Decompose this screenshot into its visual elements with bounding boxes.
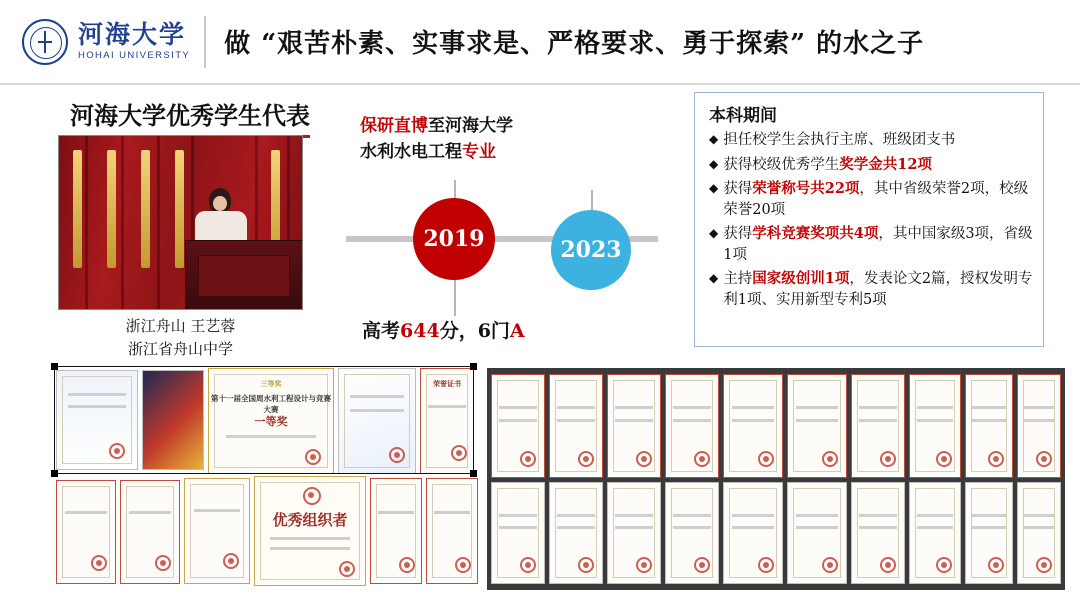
diamond-bullet-icon: ◆ xyxy=(709,226,719,241)
timeline-top-note xyxy=(360,114,660,165)
certificate-thumb[interactable] xyxy=(1017,374,1061,478)
certificate-thumb[interactable] xyxy=(370,478,422,584)
certificate-highlight-title: 优秀组织者 xyxy=(272,511,348,529)
certificates-dark-panel xyxy=(487,368,1065,590)
selected-image-frame[interactable] xyxy=(54,366,474,474)
certificate-thumb[interactable]: 荣誉证书 xyxy=(420,368,474,474)
note-highlight-2: 专业 xyxy=(462,141,496,162)
certificate-thumb[interactable] xyxy=(607,482,661,584)
diamond-bullet-icon: ◆ xyxy=(709,181,719,196)
certificate-thumb[interactable] xyxy=(909,482,961,584)
achievement-item xyxy=(709,130,1033,151)
achievement-segment: 获得 xyxy=(723,226,753,243)
gaokao-grade: A xyxy=(509,320,525,342)
certificate-thumb[interactable] xyxy=(549,482,603,584)
certificate-thumb[interactable] xyxy=(491,374,545,478)
note-text-1: 至河海大学 xyxy=(428,116,513,136)
hohai-emblem-icon xyxy=(22,19,68,65)
certificate-thumb[interactable] xyxy=(56,480,116,584)
certificate-thumb[interactable] xyxy=(120,480,180,584)
section-title-left: 河海大学优秀学生代表 xyxy=(70,96,310,138)
certificate-thumb[interactable] xyxy=(965,374,1013,478)
photo-caption-name: 浙江舟山 王艺蓉 xyxy=(125,317,236,335)
certificate-thumb[interactable] xyxy=(184,478,250,584)
achievement-segment: 主持 xyxy=(723,271,753,288)
certificate-thumb[interactable] xyxy=(965,482,1013,584)
achievement-text xyxy=(723,155,1033,176)
achievement-segment: 国家级创训1项 xyxy=(752,270,850,288)
certificate-thumb[interactable] xyxy=(665,374,719,478)
note-highlight-1: 保研直博 xyxy=(360,116,428,136)
achievement-text xyxy=(723,224,1033,265)
achievement-segment: 获得校级优秀学生 xyxy=(723,156,840,173)
timeline-node-2023: 2023 xyxy=(551,210,631,290)
certificate-thumb[interactable] xyxy=(787,374,847,478)
achievement-item xyxy=(709,179,1033,220)
certificate-thumb[interactable] xyxy=(607,374,661,478)
achievement-segment: ，发表论文2篇，授权发明专利1项、实用新型专利5项 xyxy=(723,271,1033,309)
achievement-item xyxy=(709,224,1033,265)
timeline-node-2019: 2019 xyxy=(413,198,495,280)
achievement-item xyxy=(709,155,1033,176)
achievements-list xyxy=(695,128,1043,311)
certificate-thumb[interactable] xyxy=(723,374,783,478)
page-title: 做 “艰苦朴素、实事求是、严格要求、勇于探索” 的水之子 xyxy=(224,29,925,59)
achievement-segment: ，其中国家级3项，省级1项 xyxy=(723,226,1033,263)
certificate-thumb[interactable] xyxy=(549,374,603,478)
logo-name-cn: 河海大学 xyxy=(78,19,187,49)
certificate-thumb[interactable] xyxy=(851,482,905,584)
certificate-thumb-highlight[interactable] xyxy=(254,476,366,586)
achievement-segment: 荣誉称号共22项 xyxy=(752,180,860,198)
certificate-featured-award: 一等奖 xyxy=(254,415,288,428)
certificate-thumb[interactable] xyxy=(1017,482,1061,584)
diamond-bullet-icon: ◆ xyxy=(709,132,719,146)
certificate-thumb[interactable] xyxy=(665,482,719,584)
certificate-thumb[interactable] xyxy=(426,478,478,584)
certificate-thumb[interactable] xyxy=(909,374,961,478)
certificate-featured-title: 第十一届全国周水利工程设计与竞赛大赛 xyxy=(211,394,331,414)
gaokao-mid: 分，6门 xyxy=(439,320,510,342)
certificate-thumb[interactable] xyxy=(851,374,905,478)
certificate-thumb[interactable] xyxy=(491,482,545,584)
achievement-text xyxy=(723,179,1033,220)
note-text-2: 水利水电工程 xyxy=(360,141,462,162)
gaokao-score: 644 xyxy=(400,320,440,342)
student-photo xyxy=(58,135,303,310)
achievements-title: 本科期间 xyxy=(709,106,777,126)
photo-caption-school: 浙江省舟山中学 xyxy=(127,340,233,358)
university-logo xyxy=(0,19,190,65)
logo-text-block xyxy=(78,19,191,62)
achievement-segment: ，其中省级荣誉2项，校级荣誉20项 xyxy=(723,181,1029,218)
timeline-bottom-note xyxy=(362,316,525,343)
certificate-thumb[interactable] xyxy=(723,482,783,584)
achievement-text xyxy=(723,269,1033,310)
achievement-segment: 获得 xyxy=(723,181,753,198)
achievement-text xyxy=(723,130,1033,151)
achievement-segment: 学科竞赛奖项共4项 xyxy=(752,225,879,243)
diamond-bullet-icon: ◆ xyxy=(709,271,719,286)
achievements-panel xyxy=(694,92,1044,347)
certificate-thumb-featured[interactable]: 三等奖 第十一届全国周水利工程设计与竞赛大赛 一等奖 xyxy=(208,368,334,474)
diamond-bullet-icon: ◆ xyxy=(709,156,719,171)
achievement-segment: 奖学金共12项 xyxy=(839,155,932,173)
slide-header xyxy=(0,0,1080,85)
achievement-item xyxy=(709,269,1033,310)
gaokao-label: 高考 xyxy=(362,320,401,342)
achievement-segment: 担任校学生会执行主席、班级团支书 xyxy=(723,132,956,148)
timeline-tick-lower xyxy=(454,278,456,316)
header-divider xyxy=(204,16,206,68)
logo-name-en: HOHAI UNIVERSITY xyxy=(78,50,191,62)
certificate-thumb[interactable] xyxy=(787,482,847,584)
